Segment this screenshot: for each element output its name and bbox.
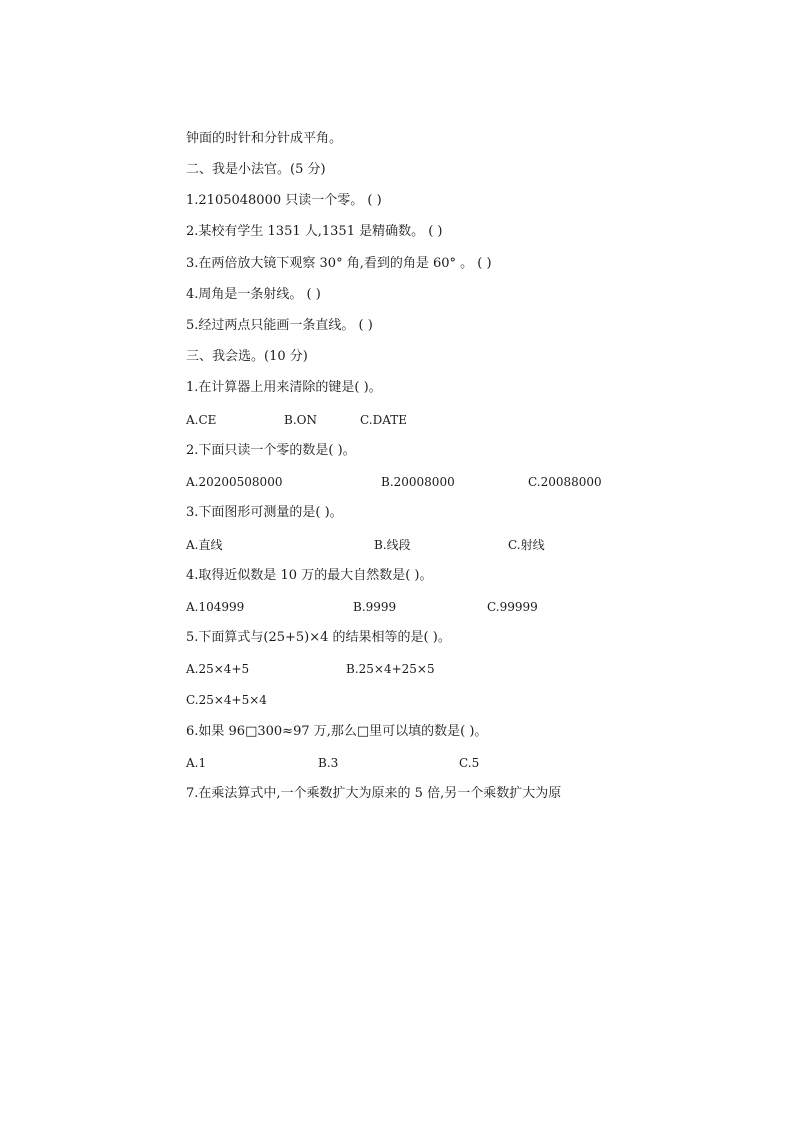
choice-question-1: 1.在计算器上用来清除的键是( )。: [186, 380, 382, 395]
q6-option-c: C.5: [459, 756, 480, 770]
choice-question-2: 2.下面只读一个零的数是( )。: [186, 443, 356, 458]
q3-option-b: B.线段: [374, 538, 411, 552]
q1-option-a: A.CE: [186, 413, 217, 427]
section-heading-true-false: 二、我是小法官。(5 分): [186, 162, 326, 177]
q2-option-b: B.20008000: [381, 475, 455, 489]
q2-option-c: C.20088000: [528, 475, 602, 489]
choice-question-6: 6.如果 96□300≈97 万,那么□里可以填的数是( )。: [186, 724, 488, 739]
choice-question-7: 7.在乘法算式中,一个乘数扩大为原来的 5 倍,另一个乘数扩大为原: [186, 786, 562, 801]
q3-option-a: A.直线: [186, 538, 223, 552]
choice-question-4: 4.取得近似数是 10 万的最大自然数是( )。: [186, 568, 433, 583]
q6-option-b: B.3: [318, 756, 339, 770]
q1-option-b: B.ON: [284, 413, 317, 427]
q6-option-a: A.1: [186, 756, 207, 770]
true-false-question-1: 1.2105048000 只读一个零。 ( ): [186, 193, 382, 208]
true-false-question-4: 4.周角是一条射线。 ( ): [186, 287, 321, 302]
choice-question-3: 3.下面图形可测量的是( )。: [186, 505, 343, 520]
q4-option-c: C.99999: [487, 600, 538, 614]
true-false-question-5: 5.经过两点只能画一条直线。 ( ): [186, 318, 373, 333]
true-false-question-3: 3.在两倍放大镜下观察 30° 角,看到的角是 60° 。 ( ): [186, 256, 492, 271]
q5-option-c: C.25×4+5×4: [186, 693, 267, 707]
q2-option-a: A.20200508000: [186, 475, 283, 489]
q4-option-b: B.9999: [353, 600, 397, 614]
q4-option-a: A.104999: [186, 600, 245, 614]
true-false-question-2: 2.某校有学生 1351 人,1351 是精确数。 ( ): [186, 224, 443, 239]
q1-option-c: C.DATE: [360, 413, 407, 427]
continued-text: 钟面的时针和分针成平角。: [186, 131, 343, 146]
q5-option-a: A.25×4+5: [186, 662, 250, 676]
q5-option-b: B.25×4+25×5: [346, 662, 435, 676]
q3-option-c: C.射线: [508, 538, 545, 552]
section-heading-multiple-choice: 三、我会选。(10 分): [186, 349, 308, 364]
choice-question-5: 5.下面算式与(25+5)×4 的结果相等的是( )。: [186, 630, 451, 645]
